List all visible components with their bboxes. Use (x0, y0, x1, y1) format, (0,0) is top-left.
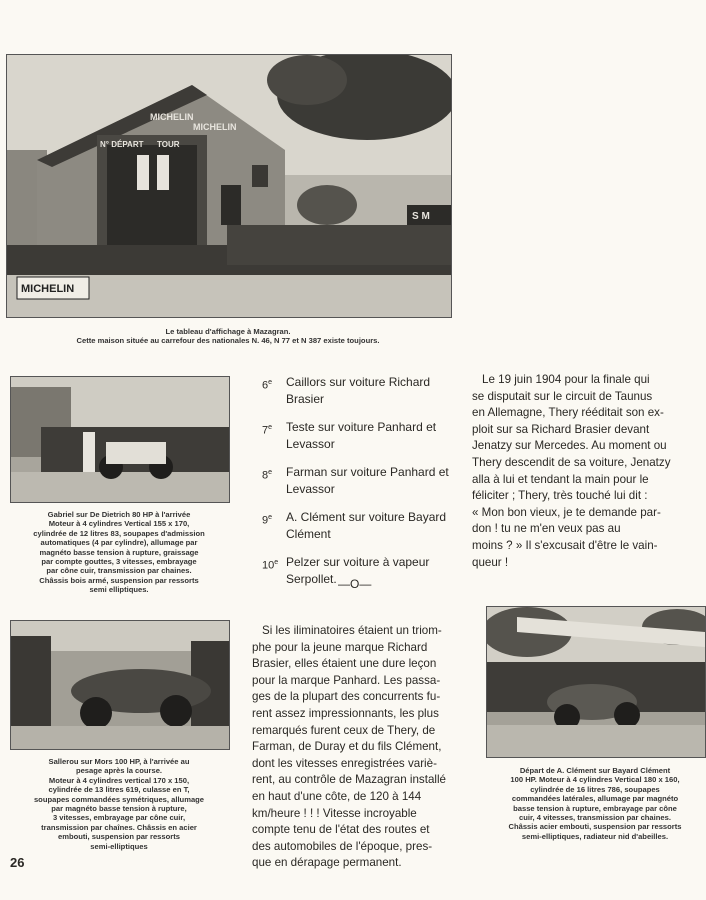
text-line: Le 19 juin 1904 pour la finale qui (482, 373, 650, 386)
photo-sallerou-mors (10, 620, 230, 750)
result-rank: 7e (262, 424, 273, 437)
article-center-column (252, 623, 446, 872)
result-line: Farman sur voiture Panhard et (286, 465, 449, 479)
text-line: queur ! (472, 555, 509, 569)
sign-sm: S M (412, 211, 430, 222)
caption-line: par magnéto basse tension à rupture, (51, 804, 187, 814)
result-line: Caillors sur voiture Richard (286, 375, 431, 389)
caption-line: Châssis bois armé, suspension par ressorts (39, 575, 199, 585)
section-separator: —O— (338, 577, 372, 591)
caption-line: Moteur à 4 cylindres Vertical 155 x 170, (48, 519, 190, 529)
caption-line: basse tension à rupture, embrayage par cône (513, 803, 677, 813)
result-rank: 10e (262, 559, 279, 572)
caption-line: Le tableau d'affichage à Mazagran. (165, 327, 291, 336)
result-rank: 6e (262, 379, 273, 392)
result-rank: 9e (262, 514, 273, 527)
caption-line: magnéto basse tension à rupture, graissage (39, 547, 199, 557)
caption-mazagran (6, 327, 450, 346)
caption-line: cylindrée de 16 litres 786, soupapes (530, 784, 660, 794)
caption-line: embouti, suspension par ressorts (58, 832, 180, 842)
caption-line: pesage après la course. (75, 766, 163, 776)
result-item (262, 464, 452, 498)
caption-line: cylindrée de 12 litres 83, soupapes d'admission (33, 528, 205, 538)
text-line: ploit sur sa Richard Brasier devant (472, 422, 650, 436)
result-line: Clément (286, 527, 331, 541)
sign-michelin-2: MICHELIN (193, 122, 237, 132)
text-line: des automobiles de l'époque, pres- (252, 839, 433, 853)
caption-line: par compte gouttes, 3 vitesses, embrayage (41, 557, 197, 567)
result-line: Teste sur voiture Panhard et (286, 420, 437, 434)
photo-gabriel-de-dietrich (10, 376, 230, 503)
result-rank: 8e (262, 469, 273, 482)
photo-clement-bayard (486, 606, 706, 758)
caption-line: Moteur à 4 cylindres vertical 170 x 150, (48, 775, 190, 785)
text-line: en Allemagne, Thery rééditait son ex- (472, 406, 664, 420)
text-line: compte tenu de l'état des routes et (252, 823, 430, 837)
caption-line: Gabriel sur De Dietrich 80 HP à l'arrivée (47, 510, 191, 519)
result-line: Levassor (286, 482, 335, 496)
caption-line: commandées latérales, allumage par magnéto (511, 794, 679, 804)
page-number: 26 (10, 855, 25, 870)
caption-gabriel (10, 510, 228, 595)
caption-sallerou (10, 757, 228, 851)
caption-line: semi-elliptiques, radiateur nid d'abeilles. (521, 831, 669, 841)
result-line: Levassor (286, 437, 335, 451)
text-line: alla à lui et tendant la main pour le (472, 472, 649, 486)
text-line: rent assez impressionnants, les plus (252, 706, 439, 720)
result-line: Serpollet. (286, 572, 337, 586)
sign-michelin-banner: MICHELIN (21, 283, 75, 295)
result-item (262, 419, 452, 453)
result-item (262, 509, 452, 543)
result-line: Pelzer sur voiture à vapeur (286, 555, 430, 569)
caption-line: cuir, 4 vitesses, transmission par chaines. (519, 813, 671, 823)
caption-line: par cône cuir, transmission par chaines. (46, 566, 192, 576)
results-list (262, 374, 452, 599)
caption-line: semi-elliptiques (90, 841, 148, 851)
text-line: « Mon bon vieux, je te demande par- (472, 505, 661, 519)
caption-line: Départ de A. Clément sur Bayard Clément (519, 766, 671, 775)
caption-line: transmission par chaînes. Châssis en acier (41, 822, 197, 832)
result-line: A. Clément sur voiture Bayard (286, 510, 447, 524)
text-line: don ! tu ne m'en veux pas au (472, 522, 621, 536)
text-line: ges de la plupart des concurrents fu- (252, 690, 441, 704)
caption-line: Châssis acier embouti, suspension par ressorts (508, 822, 682, 832)
caption-line: semi elliptiques. (89, 585, 149, 595)
text-line: se disputait sur le circuit de Taunus (472, 389, 653, 403)
caption-line: Sallerou sur Mors 100 HP, à l'arrivée au (48, 757, 190, 766)
sign-michelin-1: MICHELIN (150, 112, 194, 122)
sign-tour: TOUR (157, 140, 180, 149)
photo-mazagran-house (6, 54, 452, 318)
article-right-column (472, 372, 671, 571)
result-line: Brasier (286, 392, 325, 406)
text-line: Farman, de Duray et du fils Clément, (252, 740, 442, 754)
text-line: Thery descendit de sa voiture, Jenatzy (472, 455, 671, 469)
caption-line: soupapes commandées symétriques, allumage (33, 794, 205, 804)
caption-clement (486, 766, 704, 841)
caption-line: automatiques (4 par cylindre), allumage par (40, 538, 198, 548)
text-line: km/heure ! ! ! Vitesse incroyable (252, 806, 417, 820)
text-line: Jenatzy sur Mercedes. Au moment ou (472, 439, 667, 453)
text-line: phe pour la jeune marque Richard (252, 640, 428, 654)
caption-line: 3 vitesses, embrayage par cône cuir, (52, 813, 186, 823)
caption-line: cylindrée de 13 litres 619, culasse en T, (48, 785, 190, 795)
text-line: Si les iliminatoires étaient un triom- (262, 624, 442, 637)
text-line: rent, au contrôle de Mazagran installé (252, 773, 446, 787)
text-line: remarqués furent ceux de Thery, de (252, 723, 436, 737)
text-line: dont les vitesses enregistrées variè- (252, 756, 437, 770)
text-line: pour la marque Panhard. Les passa- (252, 673, 441, 687)
text-line: que en dérapage permanent. (252, 856, 402, 870)
text-line: moins ? » Il s'excusait d'être le vain- (472, 538, 658, 552)
result-item (262, 374, 452, 408)
text-line: en haut d'une côte, de 120 à 144 (252, 789, 422, 803)
text-line: féliciter ; Thery, très touché lui dit : (472, 489, 648, 503)
sign-depart: N° DÉPART (100, 140, 144, 149)
caption-line: Cette maison située au carrefour des nationales N. 46, N 77 et N 387 existe toujours. (76, 336, 380, 346)
caption-line: 100 HP. Moteur à 4 cylindres Vertical 180 x 160, (510, 775, 680, 785)
text-line: Brasier, elles étaient une dure leçon (252, 657, 437, 671)
